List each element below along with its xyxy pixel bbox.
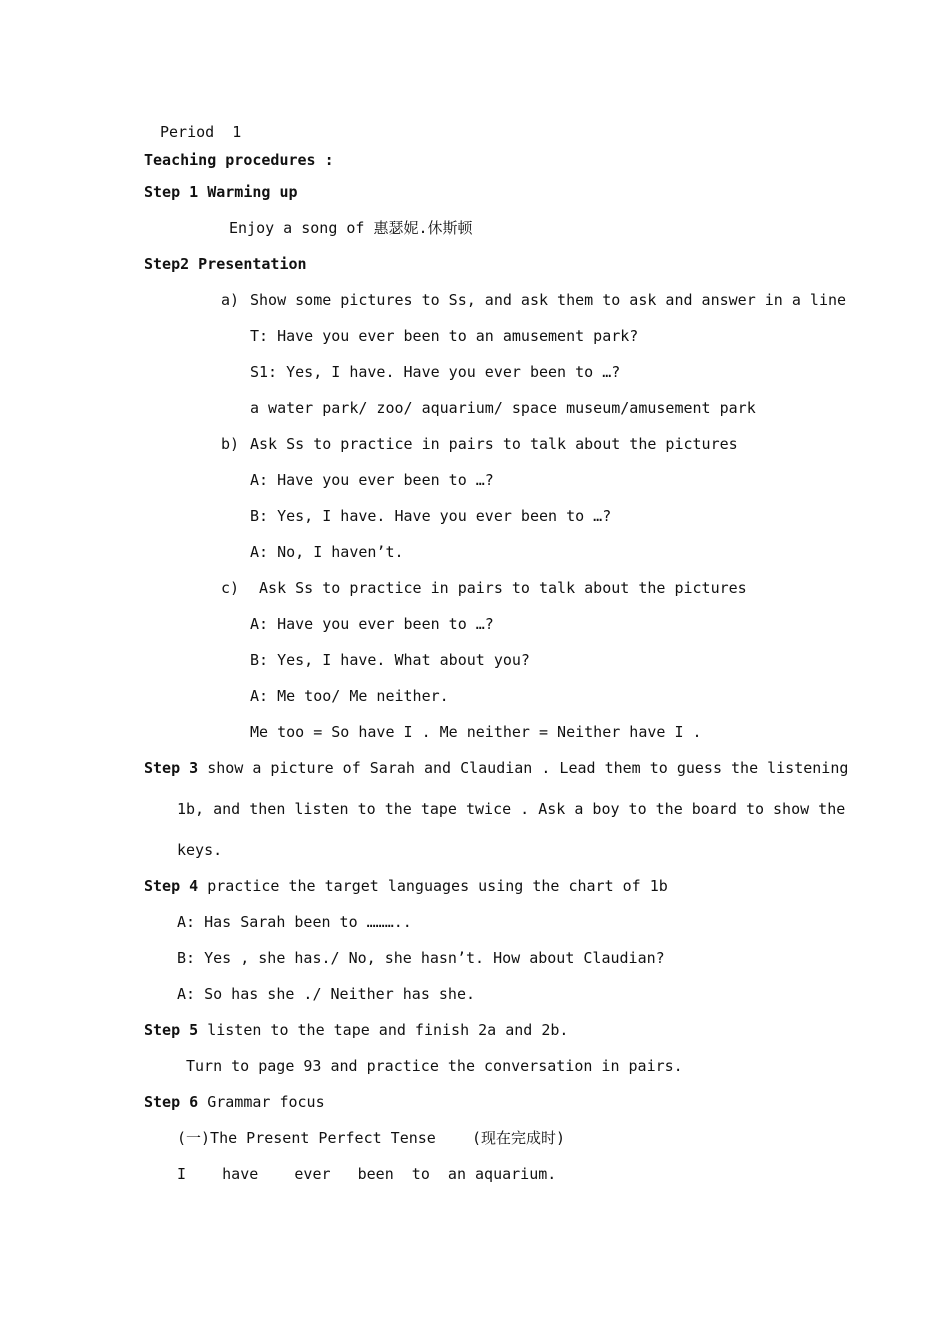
step3-line2: 1b, and then listen to the tape twice . Ask a boy to the board to show the [177, 800, 846, 818]
step2-b-line: A: Have you ever been to …? [250, 471, 494, 489]
step1-heading: Step 1 Warming up [144, 183, 298, 201]
step2-c-text: Ask Ss to practice in pairs to talk about the pictures [250, 579, 747, 597]
step2-c-line: A: Me too/ Me neither. [250, 687, 449, 705]
step6-text: Grammar focus [198, 1093, 325, 1111]
step2-a-line: T: Have you ever been to an amusement park? [250, 327, 639, 345]
step5-text: listen to the tape and finish 2a and 2b. [198, 1021, 569, 1039]
step6-line [144, 1092, 325, 1112]
step5-line2: Turn to page 93 and practice the conversation in pairs. [186, 1057, 683, 1075]
step2-a-line: S1: Yes, I have. Have you ever been to …? [250, 363, 621, 381]
step3-label: Step 3 [144, 759, 199, 777]
step4-line [144, 876, 668, 896]
step3-text: show a picture of Sarah and Claudian . Lead them to guess the listening [198, 759, 849, 777]
step4-dialogue-line: A: Has Sarah been to ……….. [177, 913, 412, 931]
step2-heading: Step2 Presentation [144, 255, 307, 273]
step2-a-marker: a) [221, 291, 240, 309]
step3-line3: keys. [177, 841, 223, 859]
step6-label: Step 6 [144, 1093, 199, 1111]
step1-line: Enjoy a song of 惠瑟妮.休斯顿 [229, 219, 473, 237]
step2-b-marker: b) [221, 435, 240, 453]
step3-line1 [144, 758, 848, 778]
step2-b-text: Ask Ss to practice in pairs to talk about the pictures [250, 435, 738, 453]
step4-dialogue-line: A: So has she ./ Neither has she. [177, 985, 476, 1003]
step2-c-line: B: Yes, I have. What about you? [250, 651, 530, 669]
step2-b-line: A: No, I haven’t. [250, 543, 404, 561]
step6-subheading: (一)The Present Perfect Tense (现在完成时) [177, 1129, 566, 1147]
step2-c-line: A: Have you ever been to …? [250, 615, 494, 633]
step2-b-line: B: Yes, I have. Have you ever been to …? [250, 507, 612, 525]
step4-text: practice the target languages using the chart of 1b [198, 877, 668, 895]
step5-label: Step 5 [144, 1021, 199, 1039]
step4-dialogue-line: B: Yes , she has./ No, she hasn’t. How about Claudian? [177, 949, 665, 967]
step2-c-line: Me too = So have I . Me neither = Neither have I . [250, 723, 702, 741]
step6-example: I have ever been to an aquarium. [177, 1165, 557, 1183]
procedures-heading: Teaching procedures : [144, 151, 334, 169]
step5-line [144, 1020, 568, 1040]
step4-label: Step 4 [144, 877, 199, 895]
step2-c-marker: c) [221, 579, 240, 597]
step2-a-line: a water park/ zoo/ aquarium/ space museum/amusement park [250, 399, 756, 417]
period-title: Period 1 [160, 123, 242, 141]
step2-a-text: Show some pictures to Ss, and ask them to ask and answer in a line [250, 291, 847, 309]
